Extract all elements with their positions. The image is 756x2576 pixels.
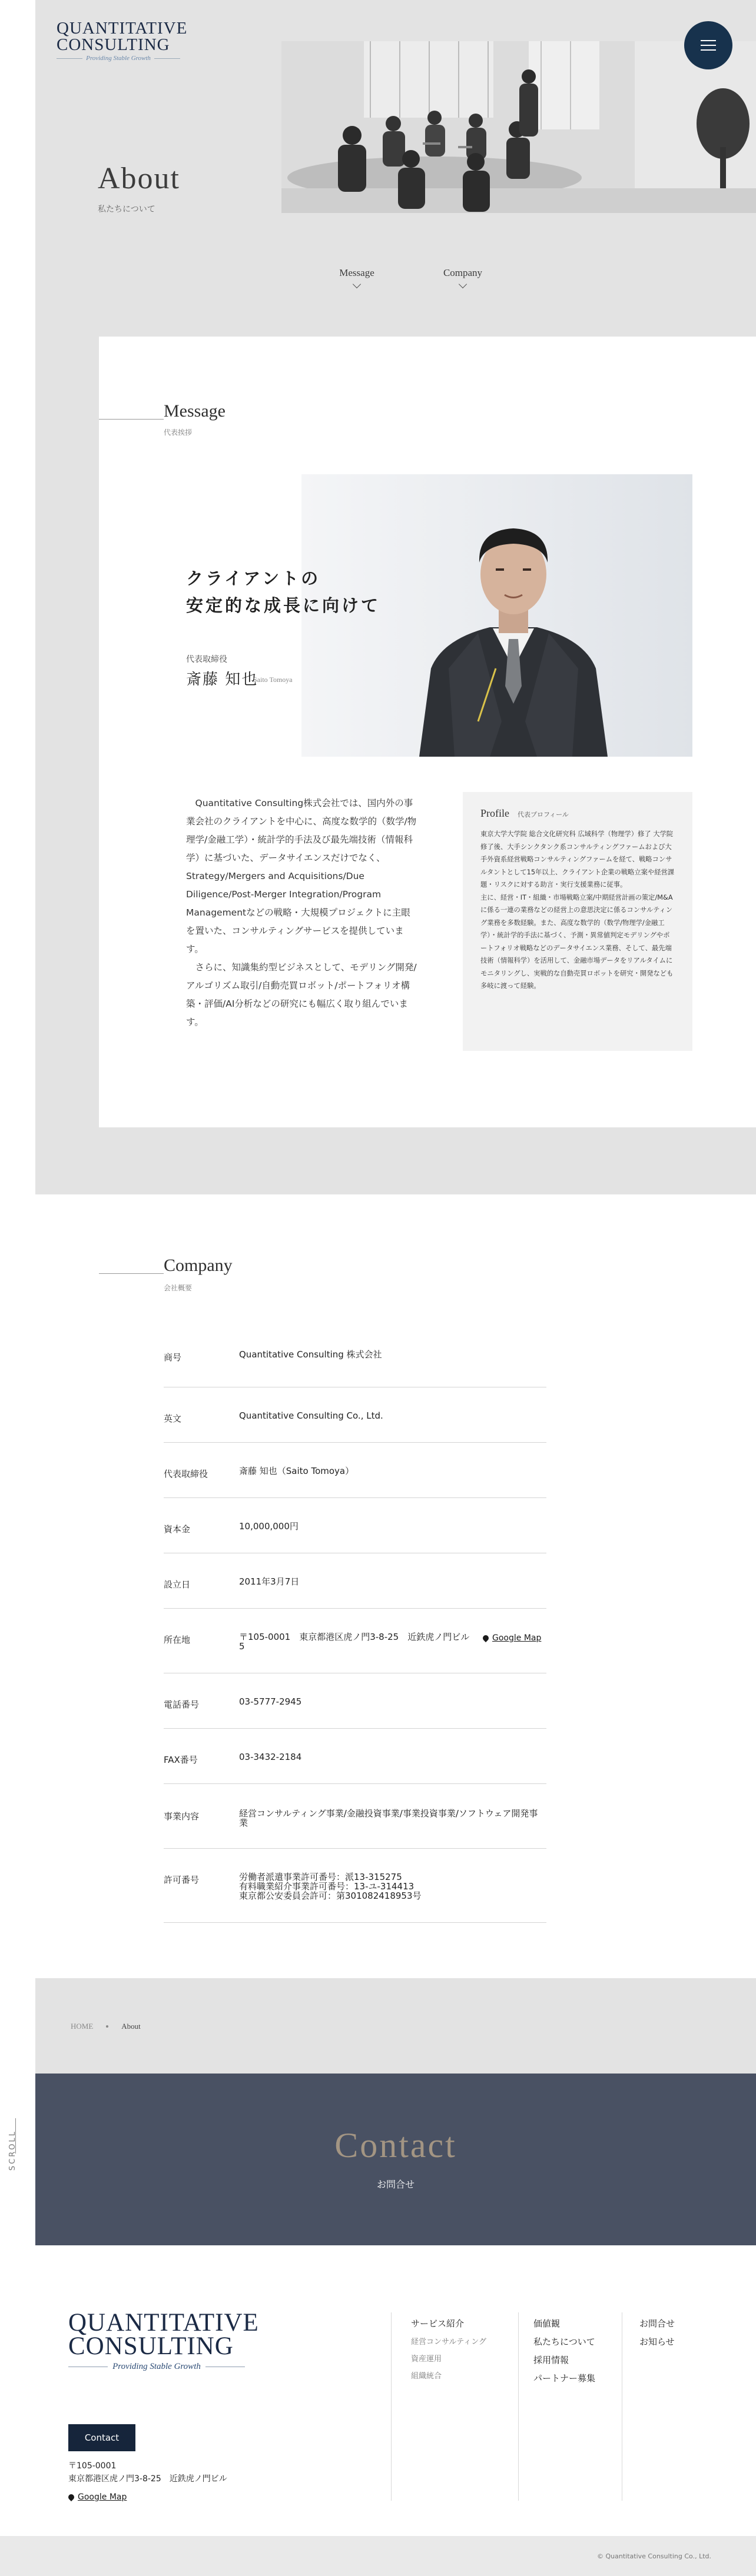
map-pin-icon — [67, 2493, 75, 2501]
profile-text — [480, 828, 675, 993]
map-link-wrap — [483, 1632, 541, 1673]
message-headline — [186, 565, 380, 619]
breadcrumb-area — [35, 1978, 756, 2074]
section-divider-line — [99, 419, 164, 420]
anchor-link-message-label: Message — [339, 267, 374, 278]
footer-google-map-link-text: Google Map — [78, 2492, 127, 2502]
profile-paragraph: 東京大学大学院 総合文化研究科 広域科学（物理学）修了 大学院修了後、大手シンクタンク系コンサルティングファームおよび大手外資系経営戦略コンサルティングファームを経て、戦略コンサルタントとして15年以上、クライアント企業の戦略立案や経営課題・リスクに対する助言・実行支援業務に従事。 — [480, 830, 675, 888]
chevron-down-icon — [459, 280, 467, 288]
footer-address: 東京都港区虎ノ門3-8-25 近鉄虎ノ門ビル — [68, 2474, 227, 2484]
ceo-profile-box — [463, 792, 692, 1051]
footer-link-news[interactable]: お知らせ — [639, 2337, 675, 2347]
ceo-role: 代表取締役 — [186, 655, 227, 664]
footer-logo-line1: QUANTITATIVE — [68, 2309, 259, 2337]
map-pin-icon — [482, 1634, 490, 1642]
row-label: 商号 — [164, 1352, 182, 1363]
footer-contact-button[interactable]: Contact — [68, 2424, 135, 2451]
footer-column-divider — [518, 2312, 519, 2501]
chevron-down-icon — [353, 280, 361, 288]
table-row — [164, 1849, 546, 1923]
google-map-link[interactable] — [483, 1633, 541, 1643]
profile-subtitle: 代表プロフィール — [518, 811, 569, 818]
message-body — [186, 794, 417, 1031]
footer-column-divider — [391, 2312, 392, 2501]
row-value: 経営コンサルティング事業/金融投資事業/事業投資事業/ソフトウェア開発事業 — [239, 1808, 538, 1828]
google-map-link-text: Google Map — [492, 1633, 542, 1643]
profile-paragraph: 主に、経営・IT・組織・市場戦略立案/中期経営計画の策定/M&Aに係る一連の業務などの経営上の意思決定に係るコンサルティング業務を多数経験。また、高度な数学的（数学/物理学/金融工学）・統計学的手法に基づく、予測・異常値判定モデリングやポートフォリオ戦略などのデータサイエンス業務、そして、最先端技術（情報科学）を活用して、金融市場データをリアルタイムにモニタリングし、実戦的な自動売買ロボットを研究・開発なども多岐に渡って経験。 — [480, 893, 674, 990]
table-row — [164, 1673, 546, 1729]
footer-logo-line2: CONSULTING — [68, 2332, 234, 2360]
message-section-title: Message — [164, 401, 226, 421]
footer-link-asset-management[interactable]: 資産運用 — [411, 2355, 442, 2364]
row-value: 〒105-0001 東京都港区虎ノ門3-8-25 近鉄虎ノ門ビル5 — [239, 1632, 470, 1652]
footer-logo-tagline-text: Providing Stable Growth — [112, 2362, 201, 2371]
table-row — [164, 1729, 546, 1784]
breadcrumb-home[interactable]: HOME — [71, 2022, 94, 2031]
breadcrumb-current: About — [121, 2022, 141, 2031]
table-row — [164, 1332, 546, 1387]
footer-link-partners[interactable]: パートナー募集 — [533, 2373, 596, 2384]
row-value: 03-3432-2184 — [239, 1752, 302, 1762]
breadcrumb — [71, 2022, 141, 2031]
footer-link-recruit[interactable]: 採用情報 — [533, 2355, 569, 2365]
page-title: About — [98, 162, 180, 195]
logo-tagline-text: Providing Stable Growth — [86, 55, 151, 62]
table-row — [164, 1443, 546, 1498]
message-section-subtitle: 代表挨拶 — [164, 428, 193, 437]
footer-nav-column-about — [533, 2317, 595, 2390]
footer-postal-code: 〒105-0001 — [68, 2461, 117, 2471]
company-section-subtitle: 会社概要 — [164, 1284, 193, 1292]
table-row — [164, 1498, 546, 1553]
row-label: 設立日 — [164, 1579, 191, 1590]
table-row — [164, 1609, 546, 1673]
contact-banner-subtitle: お問合せ — [376, 2179, 415, 2190]
footer-logo[interactable] — [68, 2309, 259, 2372]
anchor-link-company-label: Company — [443, 267, 483, 278]
row-label: 許可番号 — [164, 1875, 200, 1885]
row-label: 所在地 — [164, 1635, 191, 1645]
row-label: FAX番号 — [164, 1755, 198, 1765]
footer-link-about[interactable]: 私たちについて — [533, 2337, 595, 2347]
footer-link-values[interactable]: 価値観 — [533, 2318, 561, 2329]
anchor-link-company[interactable] — [422, 267, 504, 287]
footer-nav-column-services — [411, 2317, 486, 2387]
profile-title: Profile — [480, 807, 509, 819]
row-value: 労働者派遣事業許可番号：派13-315275 有料職業紹介事業許可番号：13-ユ-314413 東京都公安委員会許可：第301082418953号 — [239, 1872, 422, 1901]
footer-map-link-wrap — [68, 2491, 127, 2502]
footer-link-services[interactable]: サービス紹介 — [411, 2318, 465, 2329]
footer-logo-tagline — [68, 2362, 245, 2372]
hamburger-menu-icon-line — [701, 40, 716, 41]
company-info-table — [164, 1332, 546, 1923]
row-value: 斎藤 知也（Saito Tomoya） — [239, 1466, 354, 1476]
ceo-name-roman: Saito Tomoya — [253, 675, 293, 684]
table-row — [164, 1387, 546, 1443]
hamburger-menu-button[interactable] — [684, 21, 732, 69]
hamburger-menu-icon-line — [701, 45, 716, 46]
row-label: 資本金 — [164, 1524, 191, 1535]
footer-link-org-integration[interactable]: 組織統合 — [411, 2372, 442, 2381]
hero-meeting-photo — [281, 41, 756, 213]
footer-link-management-consulting[interactable]: 経営コンサルティング — [411, 2338, 487, 2347]
footer-link-contact[interactable]: お問合せ — [639, 2318, 675, 2329]
message-headline-line2: 安定的な成長に向けて — [186, 595, 381, 615]
hamburger-menu-icon-line — [701, 49, 716, 51]
scroll-label-text: SCROLL — [8, 2130, 17, 2171]
meeting-illustration — [281, 41, 756, 213]
row-value: Quantitative Consulting Co., Ltd. — [239, 1410, 383, 1421]
scroll-label — [8, 2130, 20, 2248]
row-value: 03-5777-2945 — [239, 1696, 302, 1707]
table-row — [164, 1553, 546, 1609]
row-label: 英文 — [164, 1413, 182, 1424]
row-label: 代表取締役 — [164, 1469, 208, 1479]
company-section-title: Company — [164, 1256, 233, 1275]
message-paragraph: Quantitative Consulting株式会社では、国内外の事業会社のクライアントを中心に、高度な数学的（数学/物理学/金融工学）・統計学的手法及び最先端技術（情報科学）に基づいた、データサイエンスだけでなく、Strategy/Mergers and Acquisitions/Due Diligence/Post-Merger Integration/Program Managementなどの戦略・大規模プロジェクトに主眼を置いた、コンサルティングサービスを提供しています。 — [186, 798, 417, 954]
contact-banner-title[interactable]: Contact — [334, 2126, 457, 2165]
ceo-name: 斎藤 知也 — [186, 671, 258, 688]
copyright-text: © Quantitative Consulting Co., Ltd. — [597, 2552, 711, 2560]
row-label: 電話番号 — [164, 1699, 200, 1710]
logo-tagline — [57, 55, 180, 62]
logo-line1: QUANTITATIVE — [57, 19, 188, 38]
logo-line2: CONSULTING — [57, 35, 170, 54]
table-row — [164, 1784, 546, 1849]
footer-google-map-link[interactable] — [68, 2492, 127, 2502]
message-paragraph: さらに、知識集約型ビジネスとして、モデリング開発/アルゴリズム取引/自動売買ロボット/ポートフォリオ構築・評価/AI分析などの研究にも幅広く取り組んでいます。 — [186, 962, 417, 1027]
message-headline-line1: クライアントの — [186, 568, 321, 588]
row-value: 10,000,000円 — [239, 1521, 299, 1532]
row-value: Quantitative Consulting 株式会社 — [239, 1349, 382, 1360]
page-subtitle: 私たちについて — [98, 205, 155, 214]
row-value: 2011年3月7日 — [239, 1576, 300, 1587]
footer-nav-column-contact — [639, 2317, 675, 2354]
section-divider-line — [99, 1273, 164, 1274]
breadcrumb-separator — [106, 2025, 108, 2028]
row-label: 事業内容 — [164, 1811, 200, 1822]
site-logo[interactable] — [57, 19, 188, 62]
anchor-link-message[interactable] — [316, 267, 398, 287]
